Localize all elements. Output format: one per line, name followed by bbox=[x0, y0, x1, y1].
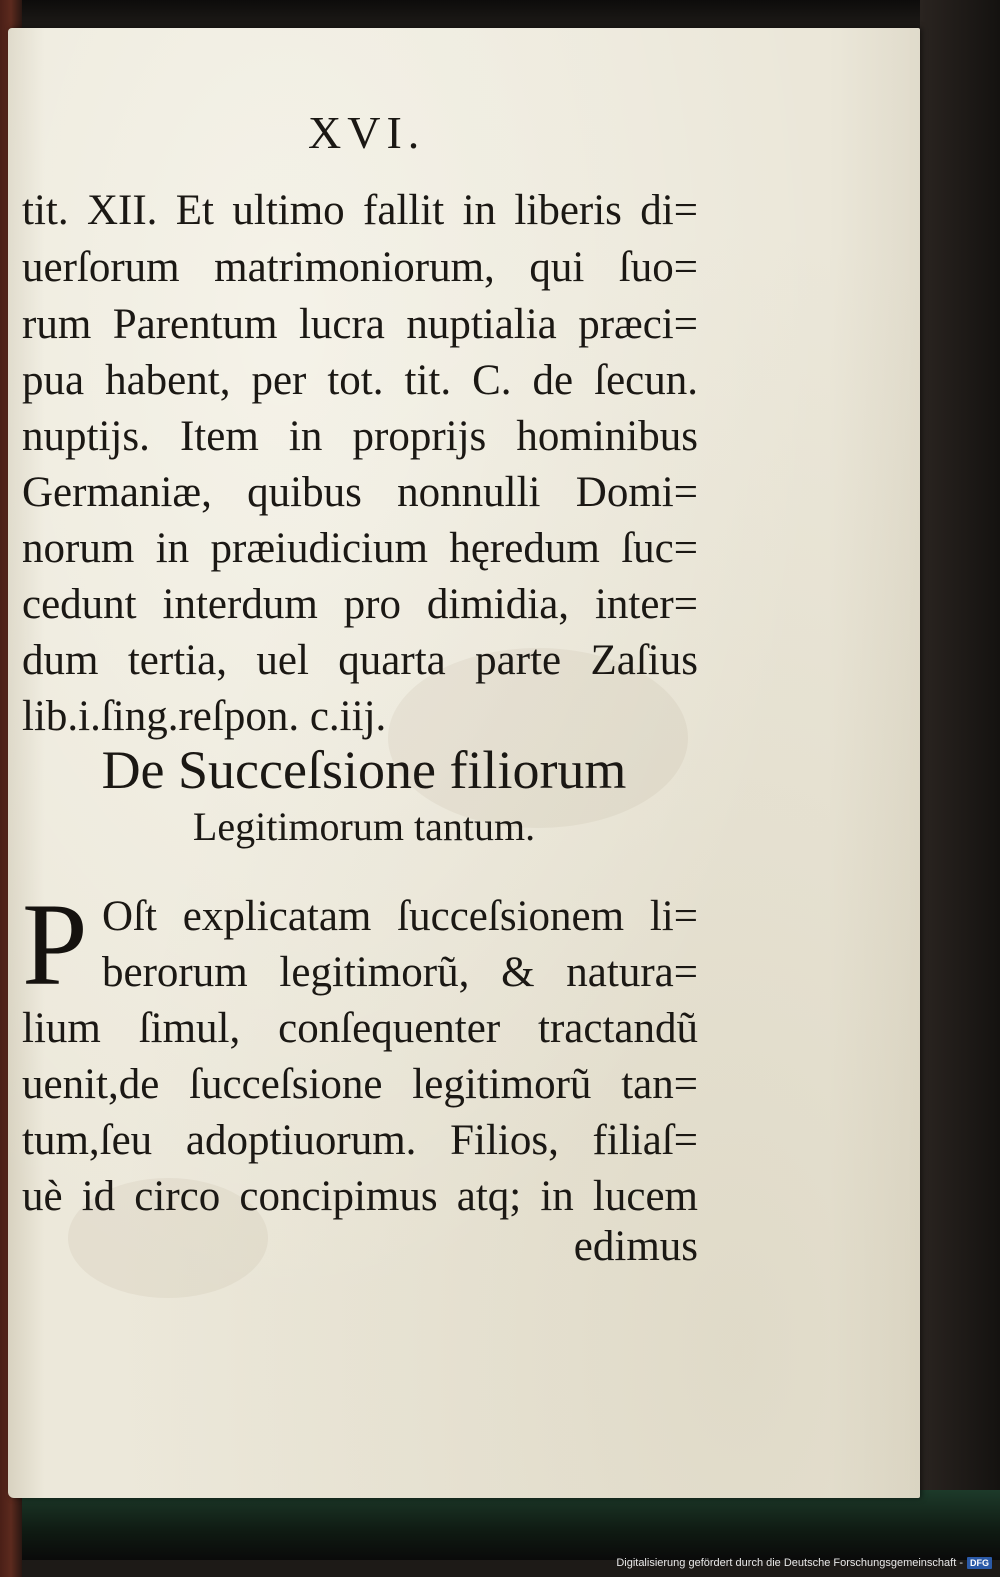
text-line: uerſorum matrimoniorum, qui ſuo= bbox=[22, 244, 698, 291]
scan-background-top bbox=[0, 0, 1000, 28]
text-line: uenit,de ſucceſsione legitimorũ tan= bbox=[22, 1061, 698, 1108]
text-line: pua habent, per tot. tit. C. de ſecun. bbox=[22, 357, 698, 404]
section-heading: De Succeſsione filiorum bbox=[101, 740, 627, 800]
scan-background-bottom bbox=[0, 1490, 1000, 1560]
text-line: Oſt explicatam ſucceſsionem li= bbox=[102, 893, 698, 940]
book-page bbox=[8, 28, 920, 1498]
text-line: rum Parentum lucra nuptialia præci= bbox=[22, 301, 698, 348]
dfg-logo: DFG bbox=[967, 1557, 992, 1569]
page-header: XVI. bbox=[308, 107, 426, 158]
digitization-footer bbox=[616, 1555, 992, 1571]
text-line: Germaniæ, quibus nonnulli Domi= bbox=[22, 469, 698, 516]
drop-cap: P bbox=[22, 879, 88, 1010]
text-line: tum,ſeu adoptiuorum. Filios, filiaſ= bbox=[22, 1117, 698, 1164]
text-line: uè id circo concipimus atq; in lucem bbox=[22, 1173, 698, 1220]
catchword: edimus bbox=[573, 1223, 698, 1270]
text-line: tit. XII. Et ultimo fallit in liberis di= bbox=[22, 187, 698, 234]
footer-credit-text: Digitalisierung gefördert durch die Deutsche Forschungsgemeinschaft - bbox=[616, 1557, 963, 1569]
text-line: nuptijs. Item in proprijs hominibus bbox=[22, 413, 698, 460]
text-line: lium ſimul, conſequenter tractandũ bbox=[22, 1005, 698, 1052]
section-subheading: Legitimorum tantum. bbox=[192, 804, 536, 849]
text-line: lib.i.ſing.reſpon. c.iij. bbox=[22, 693, 387, 740]
text-line: norum in præiudicium hęredum ſuc= bbox=[22, 525, 698, 572]
scan-background-right bbox=[920, 0, 1000, 1560]
text-line: dum tertia, uel quarta parte Zaſius bbox=[22, 637, 698, 684]
text-line: cedunt interdum pro dimidia, inter= bbox=[22, 581, 698, 628]
text-line: berorum legitimorũ, & natura= bbox=[102, 949, 698, 996]
